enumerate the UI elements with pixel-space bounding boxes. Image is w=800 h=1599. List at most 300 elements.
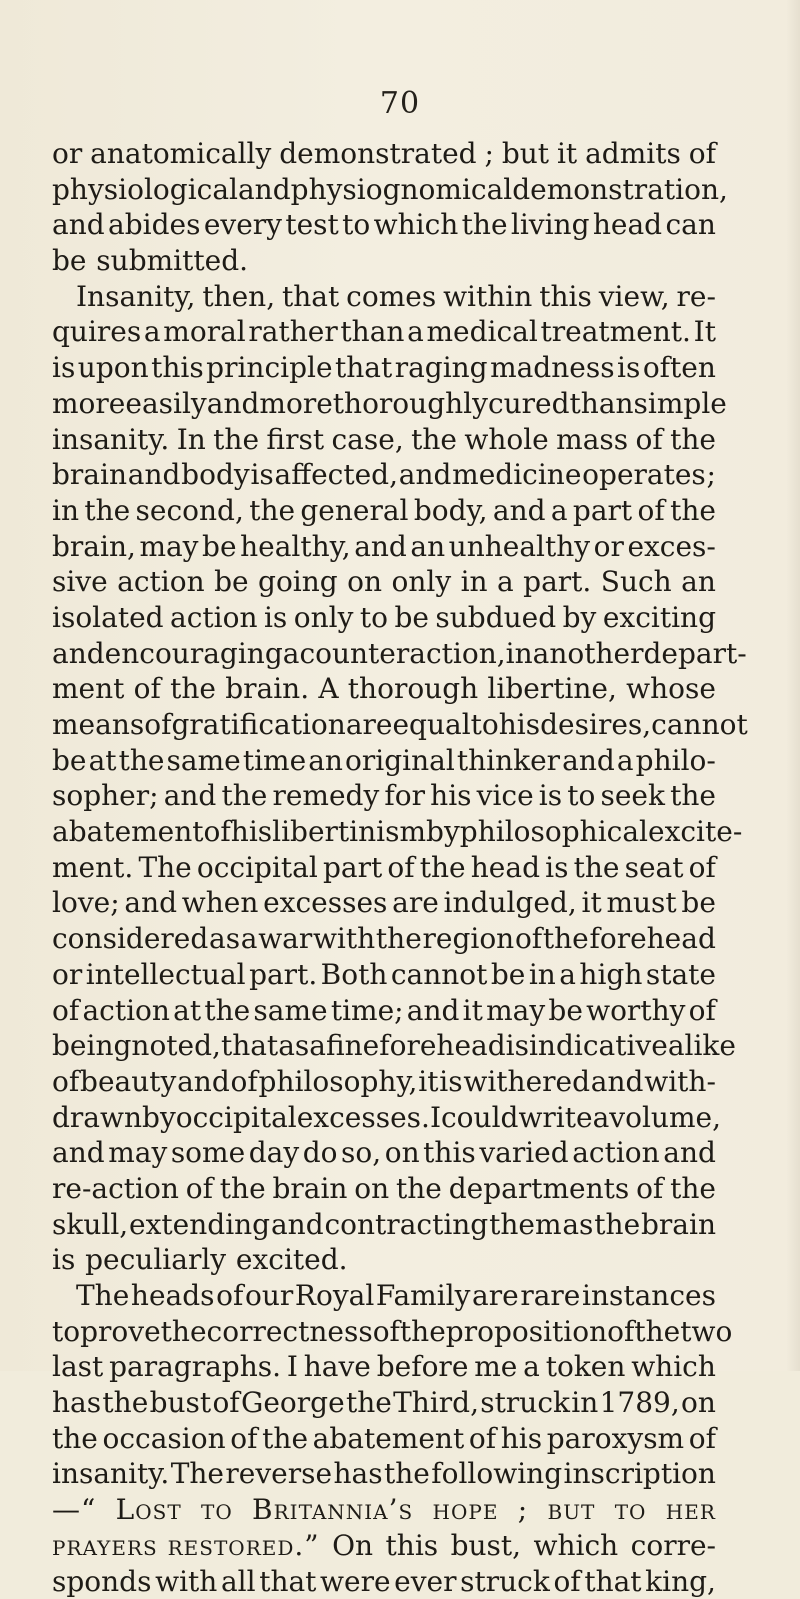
word: extending bbox=[129, 1207, 270, 1243]
word: of bbox=[134, 671, 161, 707]
word: two bbox=[680, 1314, 732, 1350]
word: the bbox=[161, 1314, 207, 1350]
word: re-action bbox=[52, 1171, 179, 1207]
word: easily bbox=[125, 386, 206, 422]
word: Insanity, bbox=[76, 279, 195, 315]
text-line bbox=[52, 1421, 716, 1457]
word: cannot bbox=[651, 707, 748, 743]
text-line bbox=[52, 1278, 716, 1314]
word: The bbox=[76, 1278, 129, 1314]
word: and bbox=[124, 885, 177, 921]
word: is bbox=[250, 457, 273, 493]
word: principle bbox=[206, 350, 332, 386]
word: the bbox=[670, 493, 716, 529]
text-line bbox=[52, 1135, 716, 1171]
word: ; bbox=[485, 136, 494, 172]
word: the bbox=[462, 207, 508, 243]
word: brain bbox=[272, 1171, 347, 1207]
word: of bbox=[689, 1421, 716, 1457]
word: time bbox=[243, 743, 306, 779]
word: seat bbox=[625, 850, 684, 886]
text-line bbox=[52, 493, 716, 529]
word: forehead bbox=[589, 921, 715, 957]
word: it bbox=[581, 885, 601, 921]
word: noted, bbox=[131, 1028, 221, 1064]
word: same bbox=[167, 743, 241, 779]
word: proposition bbox=[446, 1314, 607, 1350]
word: be bbox=[548, 993, 583, 1029]
word: more bbox=[52, 386, 125, 422]
word: and bbox=[271, 1207, 324, 1243]
word: and bbox=[591, 1064, 644, 1100]
word: than bbox=[570, 386, 634, 422]
word: volume, bbox=[609, 1100, 721, 1136]
text-line bbox=[52, 529, 716, 565]
word: cured bbox=[488, 386, 570, 422]
word: —“ bbox=[52, 1492, 96, 1528]
word: heads bbox=[131, 1278, 215, 1314]
page-edge-shadow bbox=[786, 0, 800, 1371]
word: struck bbox=[480, 1385, 570, 1421]
word: often bbox=[643, 350, 716, 386]
word: a bbox=[559, 957, 576, 993]
word: be bbox=[394, 600, 429, 636]
word: of bbox=[638, 493, 665, 529]
word: action bbox=[170, 600, 257, 636]
word: living bbox=[511, 207, 590, 243]
word: ever bbox=[394, 1564, 456, 1599]
word: and bbox=[407, 993, 460, 1029]
word: Lost bbox=[116, 1492, 182, 1528]
word: part bbox=[573, 493, 632, 529]
word: on bbox=[385, 1135, 420, 1171]
word: the bbox=[670, 422, 716, 458]
word: has bbox=[333, 1456, 382, 1492]
word: skull, bbox=[52, 1207, 128, 1243]
word: struck bbox=[460, 1564, 550, 1599]
word: an bbox=[308, 743, 343, 779]
word: of bbox=[689, 136, 716, 172]
word: her bbox=[666, 1492, 716, 1528]
word: vice bbox=[477, 778, 534, 814]
word: is bbox=[617, 350, 640, 386]
word: may bbox=[139, 529, 198, 565]
word: treatment. bbox=[541, 314, 691, 350]
word: so, bbox=[341, 1135, 381, 1171]
word: a bbox=[309, 1028, 326, 1064]
text-line bbox=[52, 671, 716, 707]
text-line bbox=[52, 600, 716, 636]
text-line bbox=[52, 1207, 716, 1243]
word: with- bbox=[644, 1064, 716, 1100]
word: in bbox=[506, 636, 533, 672]
word: a bbox=[407, 314, 424, 350]
word: the bbox=[346, 1385, 392, 1421]
word: his bbox=[499, 707, 540, 743]
word: The bbox=[138, 850, 191, 886]
word: and bbox=[663, 1135, 716, 1171]
word: love; bbox=[52, 885, 120, 921]
word: token bbox=[546, 1349, 626, 1385]
word: unhealthy bbox=[449, 529, 590, 565]
word: It bbox=[694, 314, 716, 350]
text-line bbox=[52, 1242, 716, 1278]
text-line bbox=[52, 1492, 716, 1528]
word: in bbox=[571, 1385, 598, 1421]
word: of bbox=[469, 1421, 496, 1457]
word: action bbox=[82, 993, 169, 1029]
word: philosophical bbox=[460, 814, 648, 850]
word: insanity. bbox=[52, 422, 169, 458]
word: is bbox=[52, 350, 75, 386]
word: could bbox=[441, 1100, 518, 1136]
text-line bbox=[52, 778, 716, 814]
word: body, bbox=[414, 493, 488, 529]
word: has bbox=[52, 1385, 101, 1421]
word: the bbox=[574, 850, 620, 886]
word: counter bbox=[299, 636, 409, 672]
word: on bbox=[347, 564, 382, 600]
word: at bbox=[89, 743, 117, 779]
word: The bbox=[171, 1456, 224, 1492]
word: George bbox=[241, 1385, 345, 1421]
word: the bbox=[119, 743, 165, 779]
word: state bbox=[646, 957, 716, 993]
word: in bbox=[529, 957, 556, 993]
word: the bbox=[411, 422, 457, 458]
word: be bbox=[681, 885, 716, 921]
word: head bbox=[471, 850, 540, 886]
word: is bbox=[545, 850, 568, 886]
word: brain bbox=[641, 1207, 716, 1243]
word: the bbox=[634, 1314, 680, 1350]
text-line bbox=[52, 743, 716, 779]
text-line bbox=[52, 422, 716, 458]
word: bust, bbox=[451, 1528, 521, 1564]
word: an bbox=[681, 564, 716, 600]
word: time; bbox=[331, 993, 404, 1029]
word: this bbox=[386, 1528, 439, 1564]
word: first bbox=[266, 422, 324, 458]
word: ; bbox=[518, 1492, 528, 1528]
word: be bbox=[202, 529, 237, 565]
word: and bbox=[354, 529, 407, 565]
word: libertinism bbox=[272, 814, 426, 850]
word: cannot bbox=[391, 957, 488, 993]
word: in bbox=[461, 564, 488, 600]
word: abides bbox=[108, 207, 200, 243]
word: do bbox=[303, 1135, 338, 1171]
word: the bbox=[213, 422, 259, 458]
word: and bbox=[52, 636, 105, 672]
word: bust bbox=[150, 1385, 212, 1421]
word: desires, bbox=[540, 707, 651, 743]
word: ment. bbox=[52, 850, 133, 886]
word: a bbox=[283, 636, 300, 672]
word: beauty bbox=[80, 1064, 176, 1100]
word: following bbox=[431, 1456, 562, 1492]
text-line bbox=[52, 814, 716, 850]
word: the bbox=[262, 1421, 308, 1457]
word: insanity. bbox=[52, 1456, 169, 1492]
word: being bbox=[52, 1028, 131, 1064]
text-line bbox=[52, 1171, 716, 1207]
word: than bbox=[340, 314, 404, 350]
word: with bbox=[313, 921, 375, 957]
word: which bbox=[534, 1528, 619, 1564]
word: as bbox=[278, 1028, 309, 1064]
word: of bbox=[636, 1171, 663, 1207]
word: body bbox=[181, 457, 250, 493]
text-line bbox=[52, 1564, 716, 1599]
word: war bbox=[258, 921, 312, 957]
word: correctness bbox=[207, 1314, 373, 1350]
word: occipital bbox=[197, 850, 318, 886]
word: means bbox=[52, 707, 144, 743]
word: of bbox=[689, 993, 716, 1029]
word: that bbox=[282, 279, 339, 315]
word: his bbox=[501, 1421, 542, 1457]
word: or bbox=[594, 529, 624, 565]
word: departments bbox=[449, 1171, 630, 1207]
word: thoroughly bbox=[333, 386, 488, 422]
word: demonstrated bbox=[279, 136, 476, 172]
word: in bbox=[52, 493, 79, 529]
word: the bbox=[396, 1171, 442, 1207]
word: were bbox=[320, 1564, 391, 1599]
word: to bbox=[52, 1314, 80, 1350]
word: king, bbox=[645, 1564, 716, 1599]
word: to bbox=[342, 207, 370, 243]
word: to bbox=[360, 600, 388, 636]
text-line bbox=[52, 1064, 716, 1100]
word: submitted. bbox=[96, 243, 248, 279]
word: action, bbox=[409, 636, 505, 672]
word: peculiarly bbox=[85, 1242, 226, 1278]
word: within bbox=[443, 279, 532, 315]
word: every bbox=[204, 207, 282, 243]
word: operates bbox=[582, 457, 706, 493]
word: by bbox=[563, 600, 597, 636]
word: contracting bbox=[324, 1207, 488, 1243]
word: Royal bbox=[295, 1278, 374, 1314]
word: have bbox=[304, 1349, 371, 1385]
text-line bbox=[52, 885, 716, 921]
word: exces- bbox=[627, 529, 715, 565]
word: of bbox=[52, 993, 79, 1029]
word: Both bbox=[321, 957, 388, 993]
word: thorough bbox=[348, 671, 478, 707]
word: this bbox=[423, 1135, 476, 1171]
word: encouraging bbox=[105, 636, 283, 672]
word: and bbox=[128, 457, 181, 493]
word: case, bbox=[332, 422, 404, 458]
word: corre- bbox=[631, 1528, 716, 1564]
text-line bbox=[52, 1456, 716, 1492]
word: same bbox=[253, 993, 327, 1029]
word: comes bbox=[346, 279, 436, 315]
word: of bbox=[231, 1064, 258, 1100]
word: that bbox=[335, 350, 392, 386]
text-line bbox=[52, 850, 716, 886]
word: to bbox=[615, 1492, 647, 1528]
word: a bbox=[241, 921, 258, 957]
text-line bbox=[52, 314, 716, 350]
word: part bbox=[323, 850, 382, 886]
word: the bbox=[420, 850, 466, 886]
word: of bbox=[52, 1064, 79, 1100]
word: view, bbox=[599, 279, 670, 315]
word: me bbox=[474, 1349, 517, 1385]
word: of bbox=[144, 707, 171, 743]
word: on bbox=[354, 1171, 389, 1207]
word: action bbox=[572, 1135, 659, 1171]
word: of bbox=[186, 1171, 213, 1207]
word: and bbox=[562, 743, 615, 779]
text-line bbox=[52, 1314, 716, 1350]
word: second, bbox=[136, 493, 244, 529]
word: be bbox=[52, 243, 87, 279]
word: with bbox=[155, 1564, 217, 1599]
word: depart- bbox=[643, 636, 746, 672]
word: of bbox=[373, 1314, 400, 1350]
word: 1789, bbox=[600, 1385, 680, 1421]
word: re- bbox=[677, 279, 716, 315]
word: to bbox=[567, 778, 595, 814]
word: abatement bbox=[52, 814, 204, 850]
word: the bbox=[543, 921, 589, 957]
word: the bbox=[170, 671, 216, 707]
word: withered bbox=[463, 1064, 590, 1100]
word: be bbox=[52, 743, 87, 779]
word: general bbox=[300, 493, 408, 529]
word: his bbox=[231, 814, 272, 850]
word: but bbox=[548, 1492, 596, 1528]
word: this bbox=[539, 279, 592, 315]
word: excesses bbox=[263, 885, 387, 921]
word: a bbox=[497, 564, 514, 600]
word: worthy bbox=[586, 993, 685, 1029]
body-text bbox=[52, 136, 716, 1599]
text-line bbox=[52, 207, 716, 243]
word: Such bbox=[601, 564, 672, 600]
word: that bbox=[221, 1028, 278, 1064]
word: the bbox=[376, 921, 422, 957]
word: it bbox=[463, 993, 483, 1029]
text-line bbox=[52, 350, 716, 386]
word: by bbox=[426, 814, 460, 850]
word: day bbox=[249, 1135, 299, 1171]
word: gratification bbox=[171, 707, 345, 743]
word: as bbox=[209, 921, 240, 957]
word: which bbox=[631, 1349, 716, 1385]
word: brain, bbox=[52, 529, 136, 565]
word: or bbox=[52, 957, 82, 993]
word: hope bbox=[433, 1492, 499, 1528]
word: moral bbox=[163, 314, 245, 350]
word: as bbox=[562, 1207, 593, 1243]
word: Britannia’s bbox=[252, 1492, 413, 1528]
word: can bbox=[665, 207, 715, 243]
word: inscription bbox=[564, 1456, 716, 1492]
word: head bbox=[593, 207, 662, 243]
word: of bbox=[607, 1314, 634, 1350]
word: Family bbox=[376, 1278, 471, 1314]
text-line bbox=[52, 1385, 716, 1421]
word: them bbox=[489, 1207, 561, 1243]
word: the bbox=[670, 778, 716, 814]
word: of bbox=[230, 1421, 257, 1457]
word: rare bbox=[520, 1278, 580, 1314]
word: region bbox=[422, 921, 514, 957]
text-line bbox=[52, 564, 716, 600]
word: fine bbox=[326, 1028, 379, 1064]
word: going bbox=[258, 564, 338, 600]
word: is bbox=[439, 1064, 462, 1100]
text-line bbox=[52, 386, 716, 422]
inscription-text: prayers restored.” bbox=[52, 1528, 320, 1564]
word: occasion bbox=[103, 1421, 226, 1457]
word: of bbox=[216, 1278, 243, 1314]
word: I bbox=[430, 1100, 441, 1136]
word: ment bbox=[52, 671, 124, 707]
text-line bbox=[52, 957, 716, 993]
word: occipital bbox=[176, 1100, 297, 1136]
text-line bbox=[52, 1100, 716, 1136]
word: is bbox=[52, 1242, 75, 1278]
word: at bbox=[173, 993, 201, 1029]
word: are bbox=[392, 885, 439, 921]
word: be bbox=[491, 957, 526, 993]
word: considered bbox=[52, 921, 208, 957]
word: equal bbox=[392, 707, 470, 743]
word: our bbox=[245, 1278, 293, 1314]
word: whole bbox=[464, 422, 548, 458]
word: are bbox=[346, 707, 393, 743]
word: of bbox=[689, 850, 716, 886]
word: medical bbox=[426, 314, 537, 350]
word: intellectual bbox=[86, 957, 246, 993]
word: it bbox=[557, 136, 577, 172]
word: varied bbox=[479, 1135, 568, 1171]
word: whose bbox=[626, 671, 716, 707]
word: philo- bbox=[636, 743, 716, 779]
word: seek bbox=[600, 778, 664, 814]
word: for bbox=[384, 778, 425, 814]
word: the bbox=[594, 1207, 640, 1243]
word: of bbox=[212, 1385, 239, 1421]
word: medicine bbox=[452, 457, 581, 493]
word: drawn bbox=[52, 1100, 142, 1136]
word: may bbox=[108, 1135, 167, 1171]
word: prove bbox=[80, 1314, 161, 1350]
word: healthy, bbox=[240, 529, 351, 565]
word: an bbox=[410, 529, 445, 565]
text-line bbox=[52, 636, 716, 672]
word: on bbox=[681, 1385, 716, 1421]
word: that bbox=[584, 1564, 641, 1599]
word: affected, bbox=[275, 457, 398, 493]
word: alike bbox=[668, 1028, 736, 1064]
word: paragraphs. bbox=[109, 1349, 281, 1385]
word: and bbox=[207, 386, 260, 422]
word: a bbox=[593, 1100, 610, 1136]
word: simple bbox=[634, 386, 727, 422]
word: a bbox=[551, 493, 568, 529]
word: sopher; bbox=[52, 778, 159, 814]
word: physiological bbox=[52, 172, 238, 208]
word: excited. bbox=[236, 1242, 348, 1278]
